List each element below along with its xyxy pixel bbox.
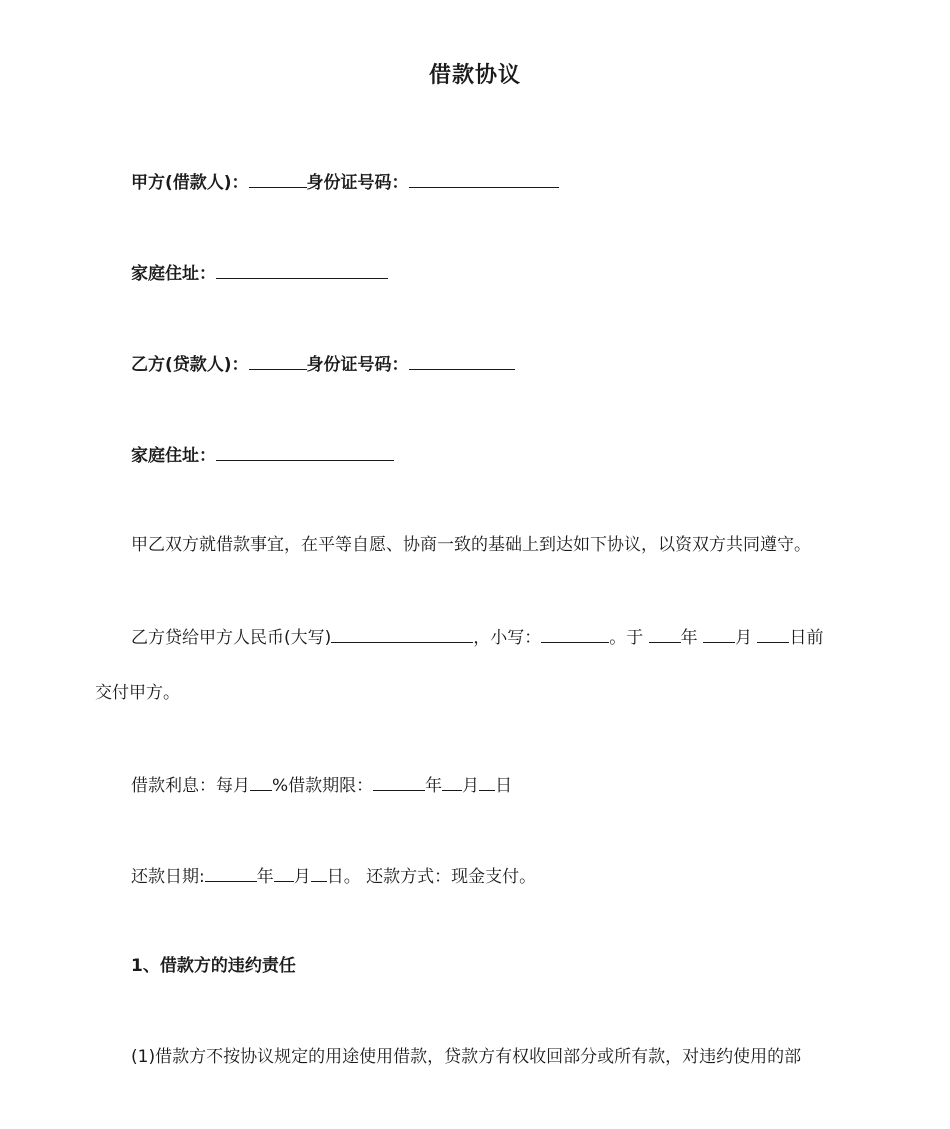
party-b-label: 乙方(贷款人)：	[131, 355, 249, 375]
term-month-label: 月	[462, 776, 480, 796]
loan-continuation: 交付甲方。	[95, 683, 180, 703]
term-day-label: 日	[495, 776, 513, 796]
party-b-line	[131, 351, 515, 377]
repayment-date-label: 还款日期:	[131, 867, 205, 887]
party-b-address-blank	[216, 442, 394, 461]
party-a-id-blank	[409, 169, 559, 188]
repayment-day-blank	[311, 863, 327, 882]
interest-rate-blank	[250, 772, 272, 791]
repayment-line	[131, 863, 536, 889]
loan-month-blank	[703, 624, 735, 643]
loan-term-label: %借款期限：	[272, 776, 374, 796]
term-year-blank	[373, 772, 425, 791]
loan-amount-line	[131, 624, 823, 650]
party-a-address-line	[131, 260, 388, 286]
loan-amount-uppercase-blank	[331, 624, 473, 643]
loan-amount-text: 乙方贷给甲方人民币(大写)	[131, 628, 332, 648]
repayment-year-blank	[205, 863, 257, 882]
document-title: 借款协议	[428, 63, 521, 88]
party-b-id-label: 身份证号码：	[306, 355, 409, 375]
loan-year-blank	[649, 624, 681, 643]
loan-day-blank	[757, 624, 789, 643]
loan-month-label: 月	[735, 628, 758, 648]
term-year-label: 年	[425, 776, 443, 796]
party-b-address-line	[131, 442, 394, 468]
loan-date-prefix: 。于	[609, 628, 649, 648]
party-a-line	[131, 169, 559, 195]
party-b-id-blank	[409, 351, 515, 370]
intro-paragraph: 甲乙双方就借款事宜，在平等自愿、协商一致的基础上到达如下协议，以资双方共同遵守。	[131, 535, 811, 555]
party-a-label: 甲方(借款人)：	[131, 173, 249, 193]
term-day-blank	[479, 772, 495, 791]
repayment-method-text: 日。 还款方式：现金支付。	[326, 867, 537, 887]
loan-amount-lowercase-label: ，小写：	[473, 628, 542, 648]
loan-year-label: 年	[680, 628, 704, 648]
repayment-month-label: 月	[293, 867, 311, 887]
loan-day-label: 日前	[789, 628, 824, 648]
interest-line	[131, 772, 512, 798]
party-a-id-label: 身份证号码：	[306, 173, 409, 193]
loan-amount-lowercase-blank	[541, 624, 609, 643]
party-a-name-blank	[249, 169, 307, 188]
section-1-heading: 1、借款方的违约责任	[131, 956, 296, 976]
term-month-blank	[442, 772, 462, 791]
repayment-year-label: 年	[256, 867, 274, 887]
section-1-item-1: (1)借款方不按协议规定的用途使用借款，贷款方有权收回部分或所有款，对违约使用的部	[131, 1047, 802, 1067]
interest-label: 借款利息：每月	[131, 776, 250, 796]
party-a-address-blank	[216, 260, 388, 279]
repayment-month-blank	[274, 863, 294, 882]
party-b-name-blank	[249, 351, 307, 370]
party-b-address-label: 家庭住址：	[131, 446, 216, 466]
party-a-address-label: 家庭住址：	[131, 264, 216, 284]
